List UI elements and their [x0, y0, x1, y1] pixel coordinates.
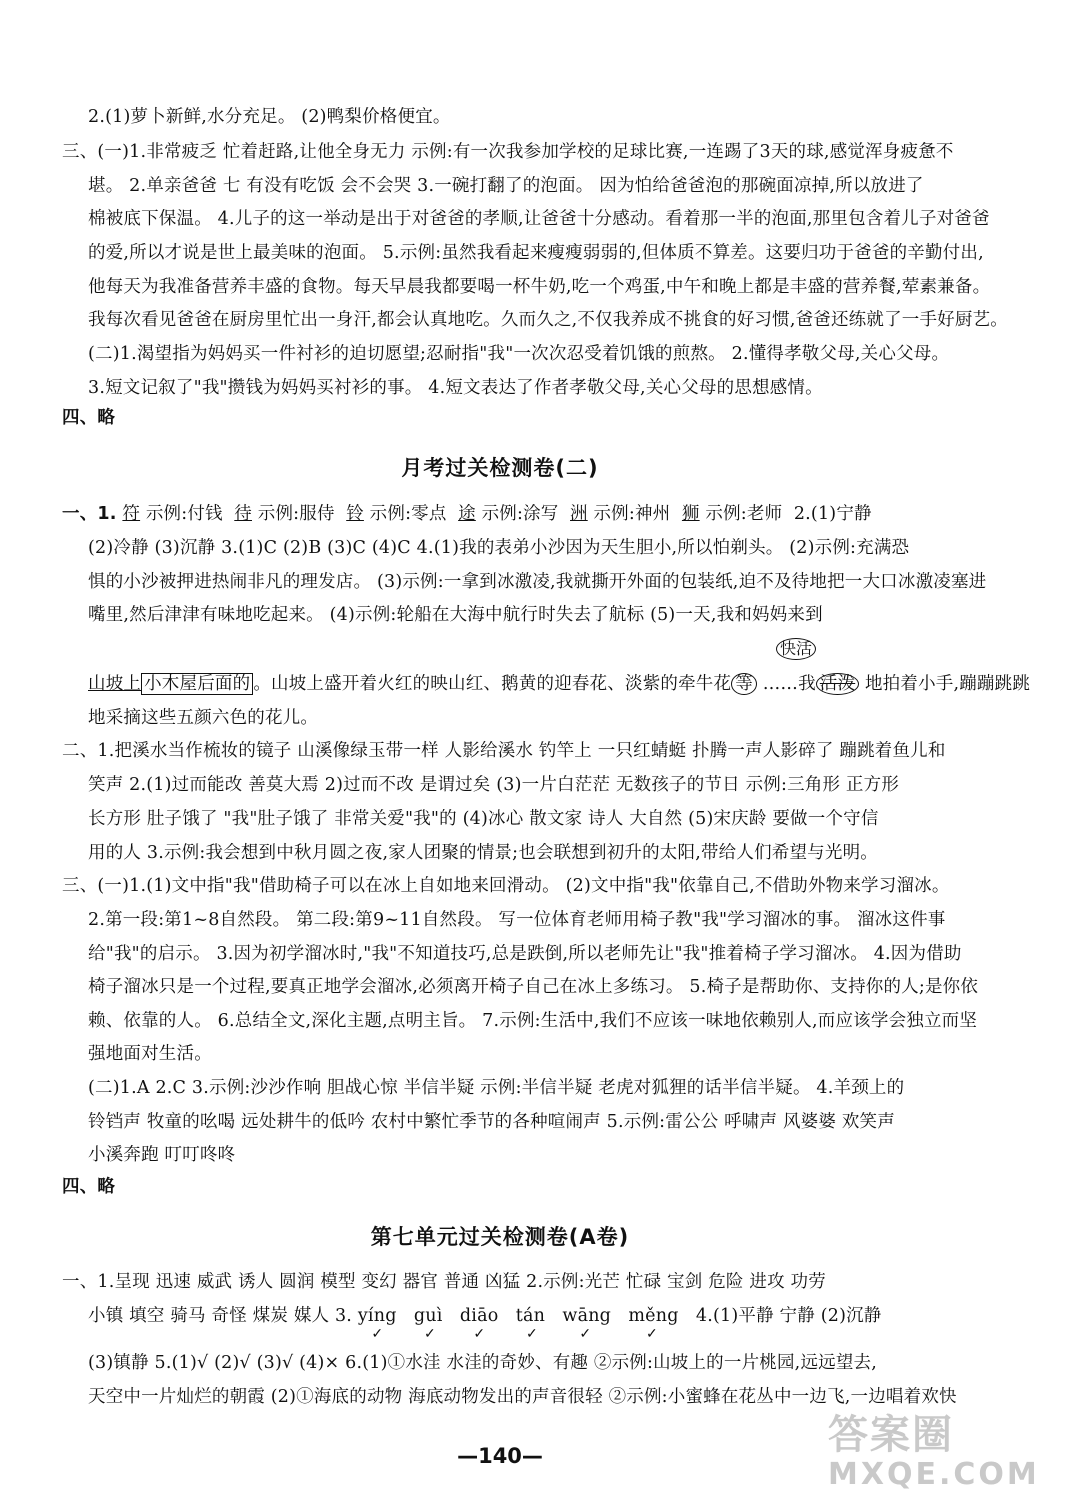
answer-line: 强地面对生活。 [88, 1044, 212, 1064]
answer-line: 四、略 [62, 1177, 116, 1197]
answer-line: 的爱,所以才说是世上最美味的泡面。 5.示例:虽然我看起来瘦瘦弱弱的,但体质不算差。这要归功于爸爸的辛勤付出, [88, 243, 984, 263]
answer-line: 赖、依靠的人。 6.总结全文,深化主题,点明主旨。 7.示例:生活中,我们不应该一味地依赖别人,而应该学会独立而坚 [88, 1011, 978, 1031]
answer-line: (二)1.渴望指为妈妈买一件衬衫的迫切愿望;忍耐指"我"一次次忍受着饥饿的煎熬。 2.懂得孝敬父母,关心父母。 [88, 344, 950, 364]
answer-line: 三、(一)1.(1)文中指"我"借助椅子可以在冰上自如地来回滑动。 (2)文中指"我"依靠自己,不借助外物来学习溜冰。 [62, 876, 950, 896]
answer-text: 4.(1)平静 宁静 (2)沉静 [695, 1306, 882, 1326]
struck-word: 活泼 [816, 673, 859, 695]
example: 示例:老师 [705, 504, 783, 524]
answer-line: (3)镇静 5.(1)√ (2)√ (3)√ (4)× 6.(1)①水洼 水洼的奇妙、有趣 ②示例:山坡上的一片桃园,远远望去, [88, 1353, 878, 1373]
example: 示例:零点 [369, 504, 447, 524]
answer-line: 嘴里,然后津津有味地吃起来。 (4)示例:轮船在大海中航行时失去了航标 (5)一天,我和妈妈来到 [88, 605, 823, 625]
answer-line-chars [0, 503, 1062, 525]
pinyin: wāng ✓ [562, 1306, 612, 1342]
pinyin: tán ✓ [515, 1306, 546, 1342]
section-title: 月考过关检测卷(二) [401, 456, 599, 480]
page-number: —140— [457, 1444, 543, 1468]
inserted-word: 快活 [776, 638, 816, 660]
answer-line: 笑声 2.(1)过而能改 善莫大焉 2)过而不改 是谓过矣 (3)一片白茫茫 无数孩子的节日 示例:三角形 正方形 [88, 775, 900, 795]
answer-line: 三、(一)1.非常疲乏 忙着赶路,让他全身无力 示例:有一次我参加学校的足球比赛,一连踢了3天的球,感觉浑身疲惫不 [62, 142, 954, 162]
pinyin-line [0, 1305, 1088, 1342]
underlined-char: 途 [458, 504, 476, 524]
answer-text: 。山坡上盛开着火红的映山红、鹅黄的迎春花、淡紫的牵牛花 [253, 674, 732, 694]
answer-line: 四、略 [62, 408, 116, 428]
answer-line: 天空中一片灿烂的朝霞 (2)①海底的动物 海底动物发出的声音很轻 ②示例:小蜜蜂在花丛中一边飞,一边唱着欢快 [88, 1387, 957, 1407]
answer-line: 2.(1)萝卜新鲜,水分充足。 (2)鸭梨价格便宜。 [88, 107, 451, 127]
question-number: 一、1. [62, 504, 117, 524]
example: 示例:神州 [593, 504, 671, 524]
boxed-phrase: 小木屋后面的 [141, 673, 253, 695]
watermark-logo: 答案圈 MXQE.COM [828, 1412, 1040, 1492]
pinyin: měng ✓ [628, 1306, 679, 1342]
pinyin: guì ✓ [413, 1306, 443, 1342]
answer-text: 2.(1)宁静 [793, 504, 872, 524]
answer-line: 他每天为我准备营养丰盛的食物。每天早晨我都要喝一杯牛奶,吃一个鸡蛋,中午和晚上都是丰盛的营养餐,荤素兼备。 [88, 277, 991, 297]
answer-text: ……我 [762, 674, 816, 694]
answer-line: 我每次看见爸爸在厨房里忙出一身汗,都会认真地吃。久而久之,不仅我养成不挑食的好习惯,爸爸还练就了一手好厨艺。 [88, 310, 1008, 330]
answer-line: 二、1.把溪水当作梳妆的镜子 山溪像绿玉带一样 人影给溪水 钓竿上 一只红蜻蜓 扑腾一声人影碎了 蹦跳着鱼儿和 [62, 741, 946, 761]
circled-char: 等 [731, 673, 757, 695]
answer-line: 地采摘这些五颜六色的花儿。 [88, 708, 319, 728]
section-title: 第七单元过关检测卷(A卷) [370, 1225, 630, 1249]
example: 示例:服侍 [257, 504, 335, 524]
underlined-char: 狮 [681, 504, 700, 524]
answer-line: 惧的小沙被押进热闹非凡的理发店。 (3)示例:一拿到冰激凌,我就撕开外面的包装纸,迫不及待地把一大口冰激凌塞进 [88, 572, 987, 592]
answer-line: 一、1.呈现 迅速 威武 诱人 圆润 模型 变幻 器官 普通 凶猛 2.示例:光芒 忙碌 宝剑 危险 进攻 功劳 [62, 1272, 826, 1292]
underlined-char: 洲 [570, 504, 588, 524]
underlined-char: 铃 [346, 504, 364, 524]
answer-line: 小溪奔跑 叮叮咚咚 [88, 1145, 236, 1165]
example: 示例:涂写 [481, 504, 559, 524]
answer-line: 铃铛声 牧童的吆喝 远处耕牛的低吟 农村中繁忙季节的各种喧闹声 5.示例:雷公公 呼啸声 风婆婆 欢笑声 [88, 1112, 895, 1132]
answer-text: 小镇 填空 骑马 奇怪 煤炭 媒人 3. [88, 1306, 353, 1326]
answer-line: 棉被底下保温。 4.儿子的这一举动是出于对爸爸的孝顺,让爸爸十分感动。看着那一半的泡面,那里包含着儿子对爸爸 [88, 209, 990, 229]
answer-line: 3.短文记叙了"我"攒钱为妈妈买衬衫的事。 4.短文表达了作者孝敬父母,关心父母的思想感情。 [88, 378, 823, 398]
answer-line: 2.第一段:第1~8自然段。 第二段:第9~11自然段。 写一位体育老师用椅子教"我"学习溜冰的事。 溜冰这件事 [88, 910, 946, 930]
underlined-phrase: 山坡上 [88, 674, 142, 694]
answer-line: 用的人 3.示例:我会想到中秋月圆之夜,家人团聚的情景;也会联想到初升的太阳,带给人们希望与光明。 [88, 843, 878, 863]
edited-line [0, 673, 1088, 695]
pinyin: diāo ✓ [459, 1306, 499, 1342]
answer-line: (二)1.A 2.C 3.示例:沙沙作响 胆战心惊 半信半疑 示例:半信半疑 老虎对狐狸的话半信半疑。 4.羊颈上的 [88, 1078, 905, 1098]
pinyin: yíng ✓ [357, 1306, 397, 1342]
answer-line: 椅子溜冰只是一个过程,要真正地学会溜冰,必须离开椅子自己在冰上多练习。 5.椅子是帮助你、支持你的人;是你依 [88, 977, 979, 997]
example: 示例:付钱 [145, 504, 223, 524]
answer-line: (2)冷静 (3)沉静 3.(1)C (2)B (3)C (4)C 4.(1)我的表弟小沙因为天生胆小,所以怕剃头。 (2)示例:充满恐 [88, 538, 910, 558]
underlined-char: 待 [234, 504, 252, 524]
answer-line: 长方形 肚子饿了 "我"肚子饿了 非常关爱"我"的 (4)冰心 散文家 诗人 大自然 (5)宋庆龄 要做一个守信 [88, 809, 879, 829]
answer-line: 堪。 2.单亲爸爸 七 有没有吃饭 会不会哭 3.一碗打翻了的泡面。 因为怕给爸爸泡的那碗面凉掉,所以放进了 [88, 176, 924, 196]
answer-line: 给"我"的启示。 3.因为初学溜冰时,"我"不知道技巧,总是跌倒,所以老师先让"我"推着椅子学习溜冰。 4.因为借助 [88, 944, 962, 964]
underlined-char: 符 [122, 504, 141, 524]
answer-text: 地拍着小手,蹦蹦跳跳 [864, 674, 1031, 694]
